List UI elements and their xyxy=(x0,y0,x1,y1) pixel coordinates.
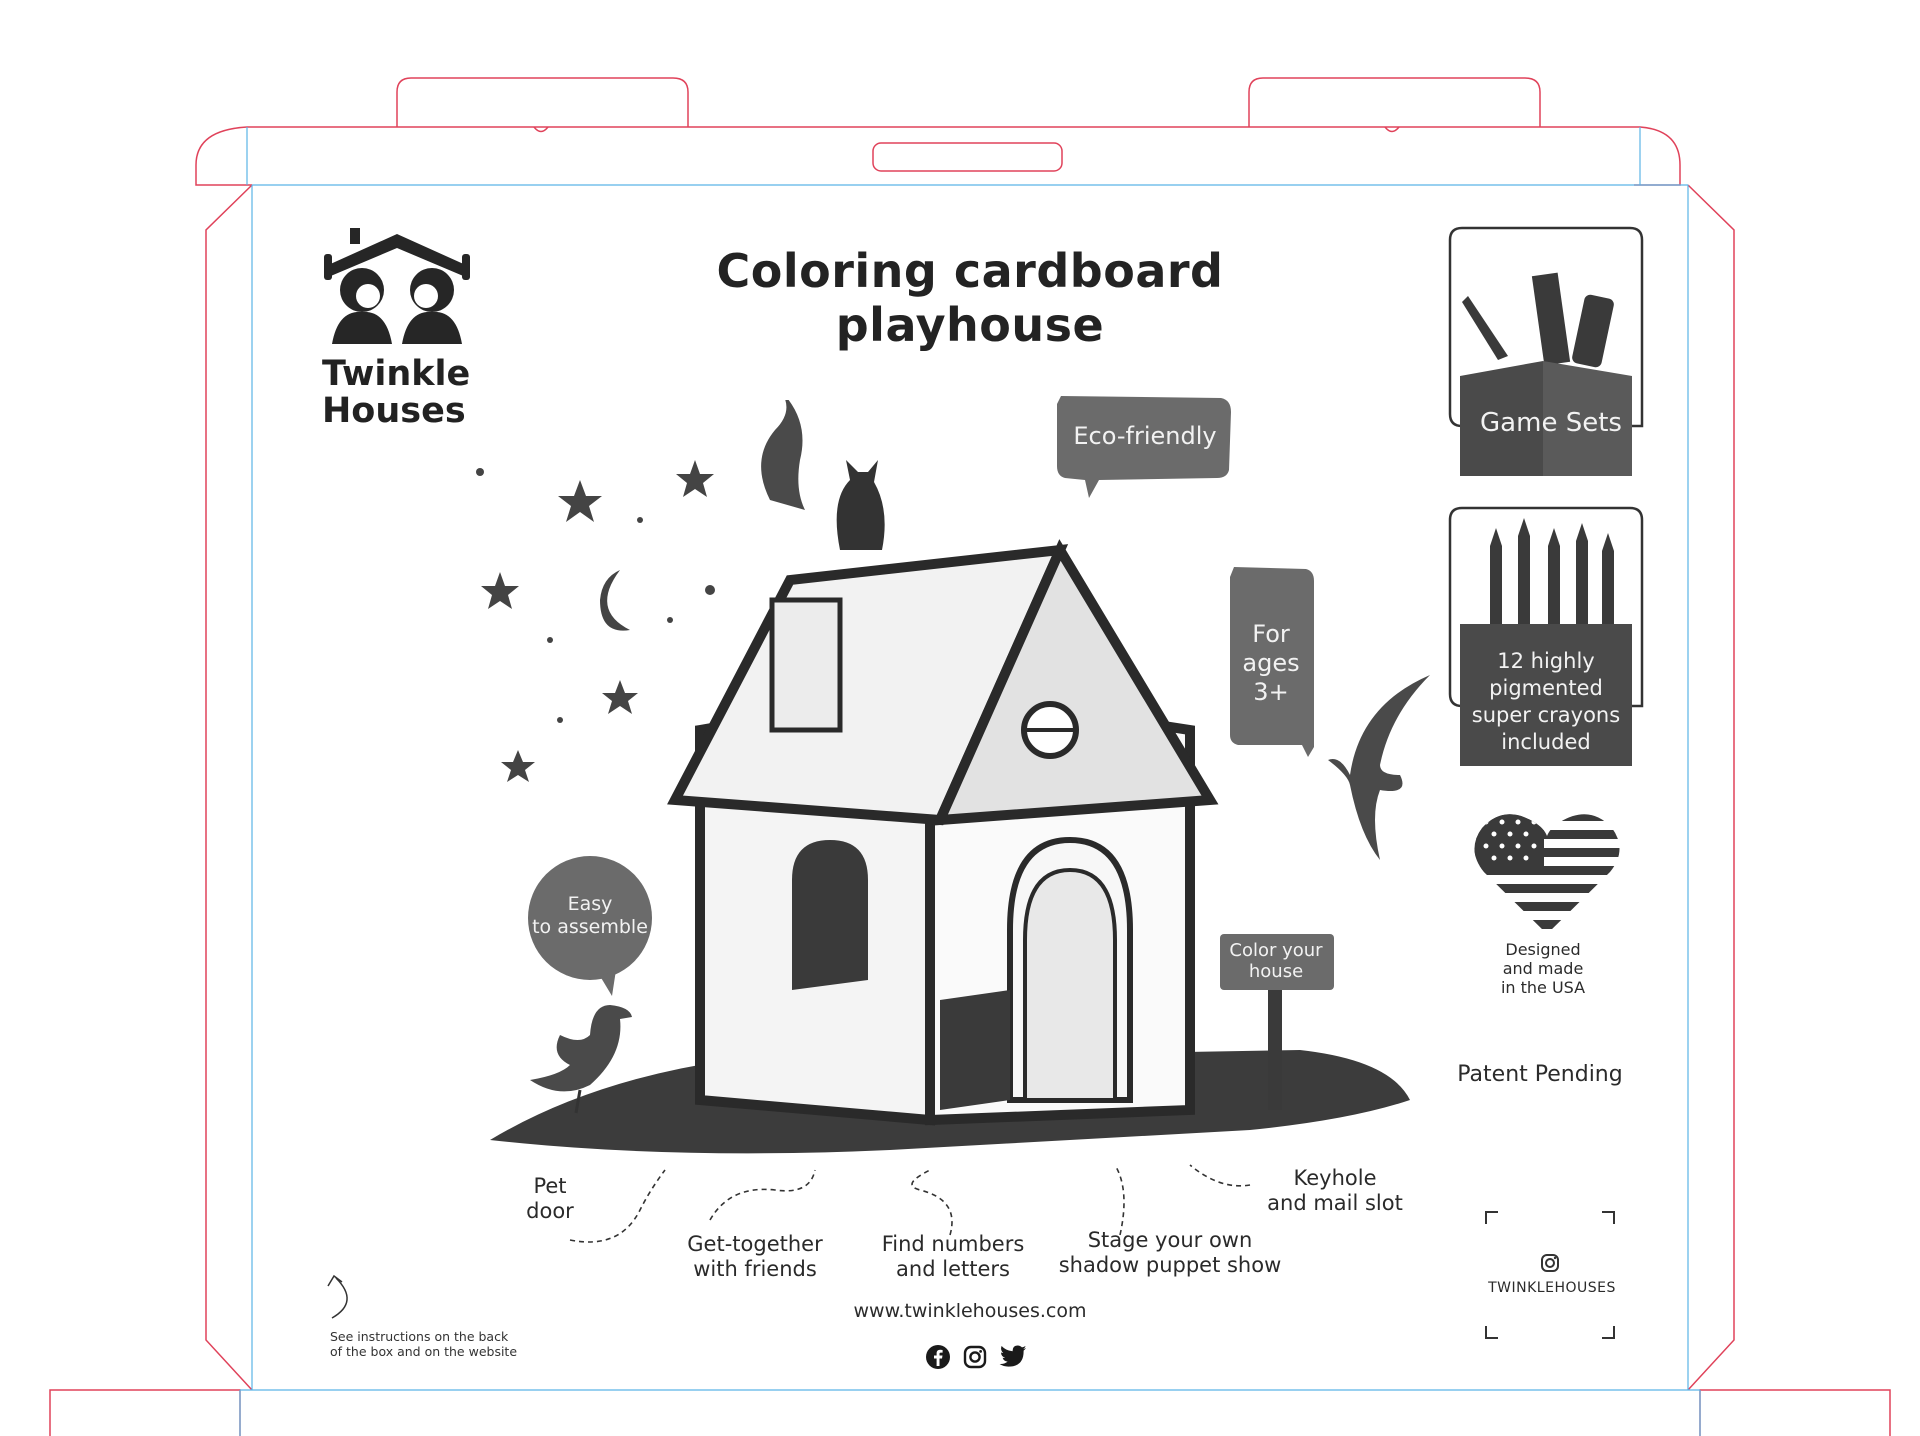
crayons-line-3: super crayons xyxy=(1471,703,1621,727)
usa-line-2: and made xyxy=(1502,959,1584,978)
stage-line-1: Stage your own xyxy=(1087,1228,1253,1252)
feature-arrows xyxy=(560,1140,1290,1260)
usa-flag-heart-icon xyxy=(1474,812,1620,937)
brand-line-1: Twinkle xyxy=(322,354,471,394)
page-title xyxy=(650,244,1290,352)
chimney-smoke xyxy=(761,400,805,510)
patent-pending-label: Patent Pending xyxy=(1457,1062,1623,1087)
find-numbers-line-2: and letters xyxy=(896,1257,1010,1281)
usa-line-1: Designed xyxy=(1505,940,1581,959)
game-sets-word-2: Sets xyxy=(1565,408,1622,438)
game-sets-word-1: Game xyxy=(1480,408,1558,438)
game-sets-badge xyxy=(1448,226,1644,481)
ages-line-3: 3+ xyxy=(1253,678,1289,706)
color-your-house-label xyxy=(1220,940,1332,982)
brand-line-2: Houses xyxy=(322,391,466,431)
designed-in-usa-label xyxy=(1480,940,1606,997)
facebook-icon[interactable] xyxy=(925,1344,951,1370)
keyhole-line-1: Keyhole xyxy=(1293,1166,1377,1190)
crayons-line-4: included xyxy=(1501,730,1591,754)
sign-line-1: Color your xyxy=(1229,940,1323,961)
get-together-line-2: with friends xyxy=(693,1257,817,1281)
bird-sitting-icon xyxy=(520,995,640,1115)
title-line-2: playhouse xyxy=(835,298,1105,352)
crayons-label xyxy=(1462,648,1630,756)
side-window xyxy=(792,840,868,990)
keyhole-line-2: and mail slot xyxy=(1267,1191,1403,1215)
usa-line-3: in the USA xyxy=(1500,978,1586,997)
instagram-icon[interactable] xyxy=(963,1345,987,1369)
crayons-line-1: 12 highly xyxy=(1497,649,1595,673)
easy-to-assemble-label xyxy=(520,893,660,939)
stage-line-2: shadow puppet show xyxy=(1058,1253,1282,1277)
instructions-note xyxy=(330,1329,550,1359)
cat-silhouette xyxy=(837,460,885,550)
stars-and-moon xyxy=(470,460,730,800)
assemble-line-1: Easy xyxy=(567,893,613,915)
bird-flying-icon xyxy=(1320,665,1440,865)
sign-line-2: house xyxy=(1248,961,1304,982)
qr-handle-label: TWINKLEHOUSES xyxy=(1488,1280,1616,1296)
twinkle-houses-logo-icon xyxy=(322,226,472,346)
ages-line-2: ages xyxy=(1242,649,1300,677)
eco-friendly-label: Eco-friendly xyxy=(1073,422,1217,450)
brand-name xyxy=(322,356,482,430)
pet-door-line-2: door xyxy=(526,1199,574,1223)
find-numbers-line-1: Find numbers xyxy=(881,1232,1025,1256)
instructions-line-1: See instructions on the back xyxy=(330,1329,509,1344)
chimney xyxy=(772,600,840,730)
door-opening xyxy=(940,990,1010,1110)
assemble-line-2: to assemble xyxy=(532,916,648,938)
website-url[interactable]: www.twinklehouses.com xyxy=(853,1300,1087,1322)
crayons-line-2: pigmented xyxy=(1489,676,1603,700)
get-together-line-1: Get-together xyxy=(687,1232,823,1256)
title-line-1: Coloring cardboard xyxy=(716,244,1224,298)
game-sets-label xyxy=(1466,408,1636,438)
instagram-icon[interactable] xyxy=(1540,1253,1560,1273)
twitter-icon[interactable] xyxy=(999,1345,1027,1369)
qr-frame xyxy=(1484,1210,1616,1340)
ages-line-1: For xyxy=(1252,620,1290,648)
instructions-line-2: of the box and on the website xyxy=(330,1344,518,1359)
social-icons xyxy=(925,1344,1035,1372)
pet-door-line-1: Pet xyxy=(533,1174,567,1198)
curved-arrow-icon xyxy=(318,1272,358,1322)
front-door xyxy=(1025,870,1115,1100)
for-ages-label xyxy=(1228,620,1314,707)
